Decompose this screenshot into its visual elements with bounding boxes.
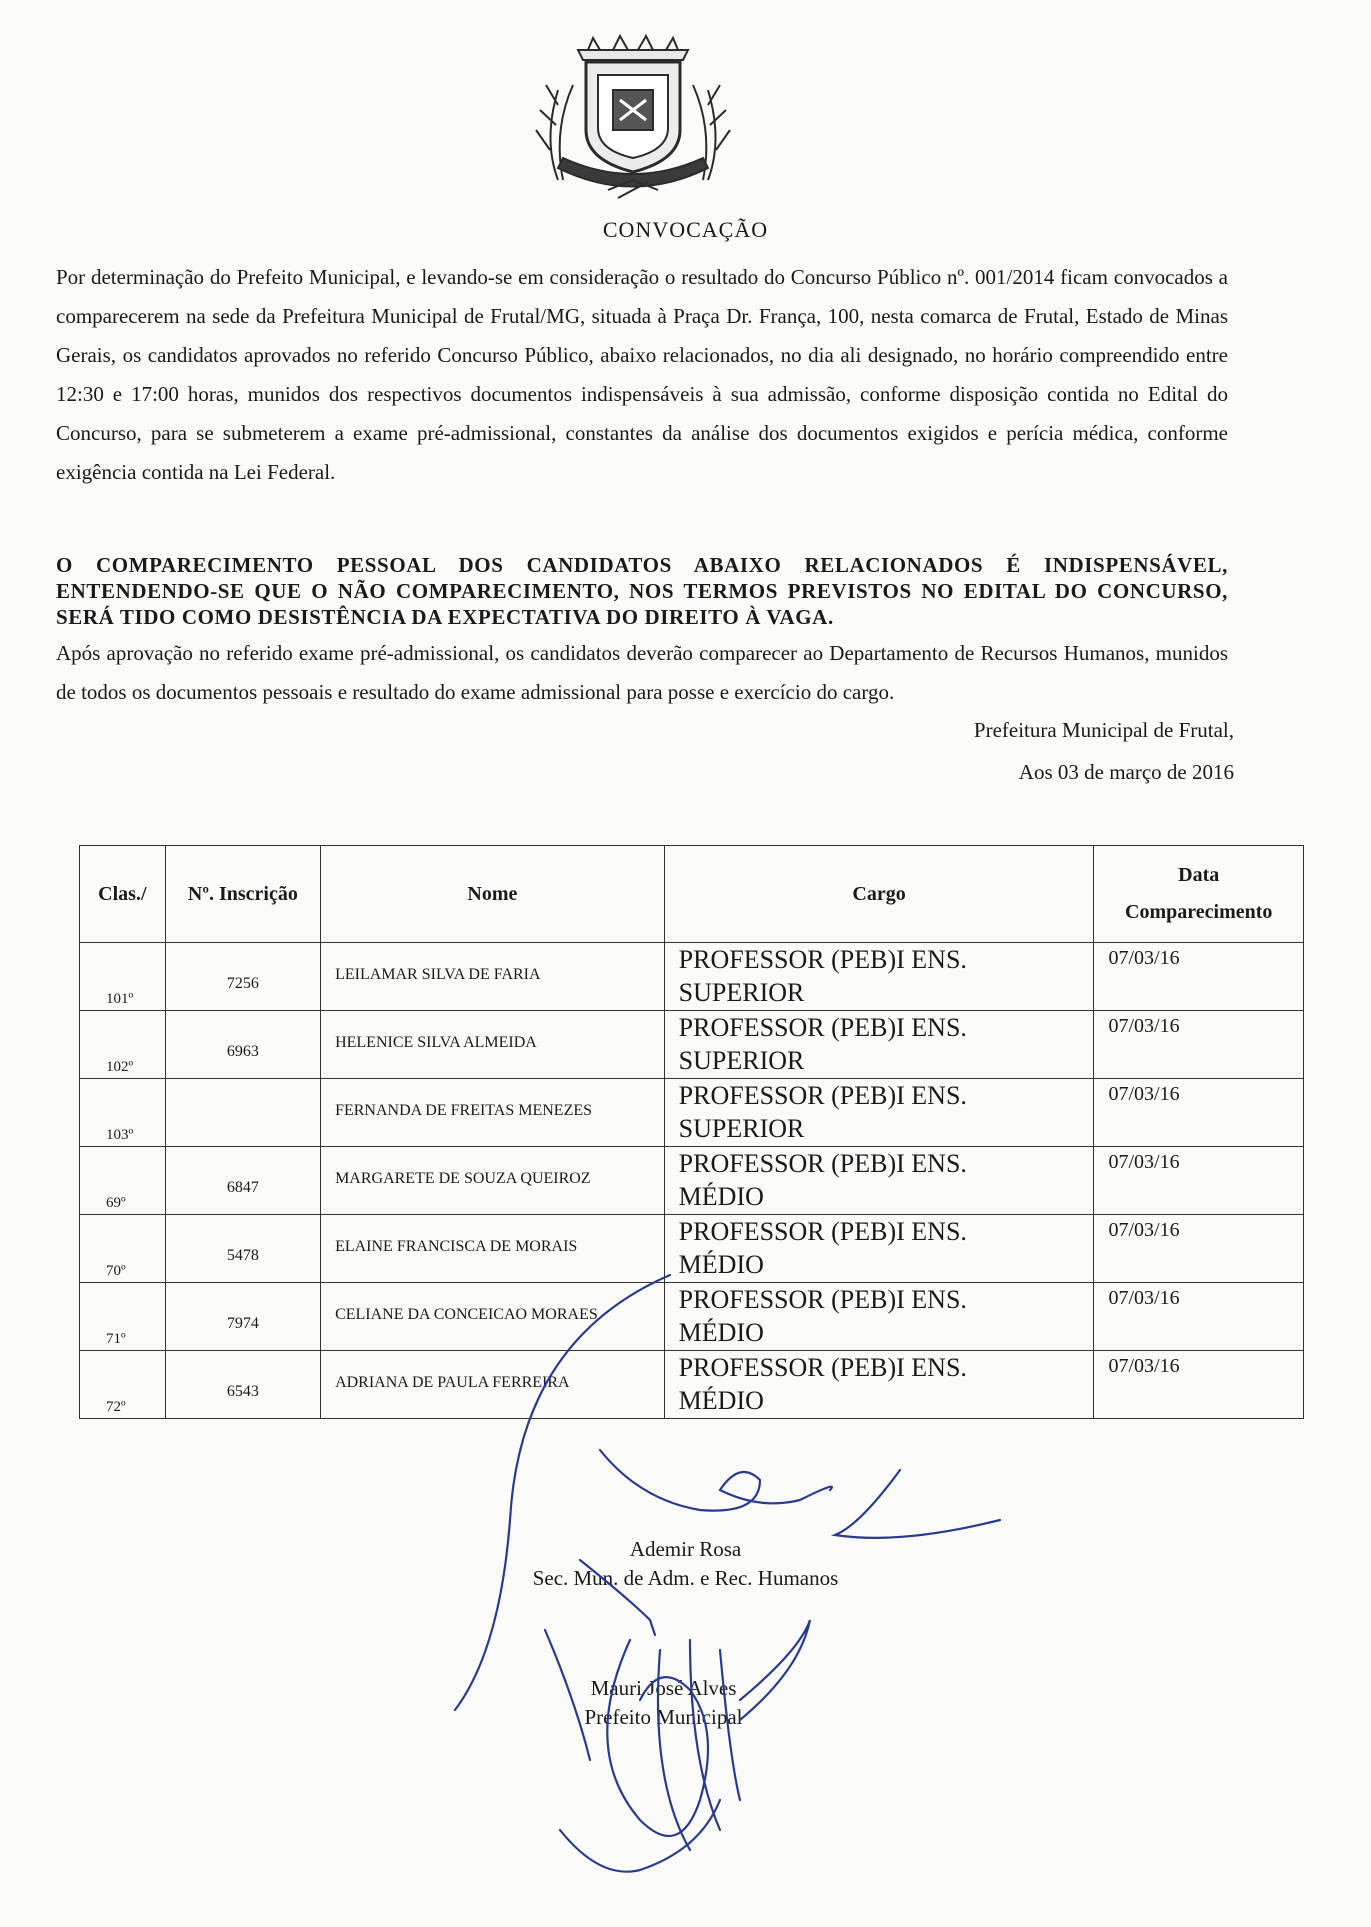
- inscricao-value: 6963: [226, 1043, 259, 1060]
- signer-role: Prefeito Municipal: [584, 1705, 743, 1729]
- table-row: [80, 1283, 1304, 1351]
- cargo-line2: SUPERIOR: [678, 1114, 805, 1143]
- cell-nome: [321, 1283, 665, 1351]
- table-header-row: [80, 846, 1304, 943]
- clas-value: 102º: [106, 1059, 134, 1075]
- cell-clas: [80, 1351, 166, 1419]
- cell-clas: [80, 1215, 166, 1283]
- inscricao-value: 5478: [226, 1247, 259, 1264]
- clas-value: 72º: [106, 1399, 126, 1415]
- header-clas: Clas./: [80, 846, 166, 943]
- cell-clas: [80, 1079, 166, 1147]
- table-row: [80, 943, 1304, 1011]
- cell-inscricao: [165, 1147, 320, 1215]
- cell-inscricao: [165, 1011, 320, 1079]
- cell-inscricao: [165, 1079, 320, 1147]
- cell-nome: [321, 1351, 665, 1419]
- cell-data: [1094, 943, 1304, 1011]
- cell-data: [1094, 1147, 1304, 1215]
- table-row: [80, 1147, 1304, 1215]
- cargo-line2: SUPERIOR: [678, 978, 805, 1007]
- table-row: [80, 1215, 1304, 1283]
- signer-name: Mauri José Alves: [590, 1676, 737, 1700]
- cell-cargo: [664, 1215, 1094, 1283]
- cell-inscricao: [165, 1215, 320, 1283]
- nome-value: LEILAMAR SILVA DE FARIA: [335, 966, 541, 983]
- cargo-line1: PROFESSOR (PEB)I ENS.: [678, 1081, 967, 1110]
- cargo-line1: PROFESSOR (PEB)I ENS.: [678, 945, 967, 974]
- cell-inscricao: [165, 1283, 320, 1351]
- inscricao-value: 6543: [226, 1383, 259, 1400]
- candidates-table: [79, 845, 1304, 1419]
- header-cargo: Cargo: [664, 846, 1094, 943]
- nome-value: ADRIANA DE PAULA FERREIRA: [335, 1374, 570, 1391]
- signer-mayor: [0, 1674, 1349, 1732]
- cell-clas: [80, 943, 166, 1011]
- header-data-line2: Comparecimento: [1125, 901, 1273, 923]
- header-inscricao: Nº. Inscrição: [165, 846, 320, 943]
- cell-nome: [321, 1147, 665, 1215]
- cell-clas: [80, 1283, 166, 1351]
- convocation-paragraph: Por determinação do Prefeito Municipal, e levando-se em consideração o resultado do Concurso Público nº. 001/2014 ficam convocados a comparecerem na sede da Prefeitura Municipal de Frutal/MG, situada à Praça Dr. França, 100, nesta comarca de Frutal, Estado de Minas Gerais, os candidatos aprovados no referido Concurso Público, abaixo relacionados, no dia ali designado, no horário compreendido entre 12:30 e 17:00 horas, munidos dos respectivos documentos indispensáveis à sua admissão, conforme disposição contida no Edital do Concurso, para se submeterem a exame pré-admissional, constantes da análise dos documentos exigidos e perícia médica, conforme exigência contida na Lei Federal.: [56, 265, 1228, 484]
- clas-value: 71º: [106, 1331, 126, 1347]
- inscricao-value: 6847: [226, 1179, 259, 1196]
- cell-nome: [321, 943, 665, 1011]
- document-title: CONVOCAÇÃO: [602, 217, 769, 242]
- data-value: 07/03/16: [1108, 1015, 1180, 1037]
- clas-value: 103º: [106, 1127, 134, 1143]
- cargo-line2: MÉDIO: [678, 1182, 764, 1211]
- cell-data: [1094, 1011, 1304, 1079]
- cell-nome: [321, 1011, 665, 1079]
- cell-cargo: [664, 1351, 1094, 1419]
- clas-value: 101º: [106, 991, 134, 1007]
- clas-value: 70º: [106, 1263, 126, 1279]
- issue-date: Aos 03 de março de 2016: [1018, 760, 1234, 784]
- cell-cargo: [664, 1283, 1094, 1351]
- attendance-notice: O COMPARECIMENTO PESSOAL DOS CANDIDATOS ABAIXO RELACIONADOS É INDISPENSÁVEL, ENTENDENDO-SE QUE O NÃO COMPARECIMENTO, NOS TERMOS PREVISTOS NO EDITAL DO CONCURSO, SERÁ TIDO COMO DESISTÊNCIA DA EXPECTATIVA DO DIREITO À VAGA.: [56, 553, 1228, 629]
- cell-inscricao: [165, 943, 320, 1011]
- cargo-line1: PROFESSOR (PEB)I ENS.: [678, 1217, 967, 1246]
- cell-clas: [80, 1147, 166, 1215]
- cell-data: [1094, 1351, 1304, 1419]
- nome-value: ELAINE FRANCISCA DE MORAIS: [335, 1238, 578, 1255]
- nome-value: FERNANDA DE FREITAS MENEZES: [335, 1102, 593, 1119]
- header-nome: Nome: [321, 846, 665, 943]
- header-data-line1: Data: [1178, 864, 1220, 886]
- table-row: [80, 1011, 1304, 1079]
- cargo-line2: MÉDIO: [678, 1386, 764, 1415]
- inscricao-value: 7256: [226, 975, 259, 992]
- header-data-comparecimento: [1094, 846, 1304, 943]
- cargo-line2: MÉDIO: [678, 1250, 764, 1279]
- municipal-crest-logo: [528, 30, 738, 200]
- cell-nome: [321, 1215, 665, 1283]
- cell-cargo: [664, 943, 1094, 1011]
- inscricao-value: [166, 1079, 320, 1111]
- cell-cargo: [664, 1147, 1094, 1215]
- nome-value: HELENICE SILVA ALMEIDA: [335, 1034, 537, 1051]
- cargo-line1: PROFESSOR (PEB)I ENS.: [678, 1353, 967, 1382]
- cell-data: [1094, 1283, 1304, 1351]
- cell-data: [1094, 1079, 1304, 1147]
- data-value: 07/03/16: [1108, 1287, 1180, 1309]
- table-row: [80, 1351, 1304, 1419]
- nome-value: MARGARETE DE SOUZA QUEIROZ: [335, 1170, 591, 1187]
- post-approval-paragraph: Após aprovação no referido exame pré-admissional, os candidatos deverão comparecer ao Departamento de Recursos Humanos, munidos de todos os documentos pessoais e resultado do exame admissional para posse e exercício do cargo.: [56, 641, 1228, 704]
- table-row: [80, 1079, 1304, 1147]
- signer-name: Ademir Rosa: [629, 1537, 742, 1561]
- cargo-line1: PROFESSOR (PEB)I ENS.: [678, 1285, 967, 1314]
- cargo-line1: PROFESSOR (PEB)I ENS.: [678, 1013, 967, 1042]
- data-value: 07/03/16: [1108, 1083, 1180, 1105]
- inscricao-value: 7974: [226, 1315, 259, 1332]
- cargo-line2: SUPERIOR: [678, 1046, 805, 1075]
- nome-value: CELIANE DA CONCEICAO MORAES: [335, 1306, 598, 1323]
- cell-cargo: [664, 1079, 1094, 1147]
- data-value: 07/03/16: [1108, 1151, 1180, 1173]
- cell-data: [1094, 1215, 1304, 1283]
- signer-secretary: [0, 1535, 1371, 1593]
- cell-clas: [80, 1011, 166, 1079]
- cargo-line1: PROFESSOR (PEB)I ENS.: [678, 1149, 967, 1178]
- clas-value: 69º: [106, 1195, 126, 1211]
- data-value: 07/03/16: [1108, 947, 1180, 969]
- cell-cargo: [664, 1011, 1094, 1079]
- cell-nome: [321, 1079, 665, 1147]
- data-value: 07/03/16: [1108, 1355, 1180, 1377]
- issuer-place: Prefeitura Municipal de Frutal,: [973, 718, 1234, 742]
- cell-inscricao: [165, 1351, 320, 1419]
- signer-role: Sec. Mun. de Adm. e Rec. Humanos: [532, 1566, 839, 1590]
- cargo-line2: MÉDIO: [678, 1318, 764, 1347]
- data-value: 07/03/16: [1108, 1219, 1180, 1241]
